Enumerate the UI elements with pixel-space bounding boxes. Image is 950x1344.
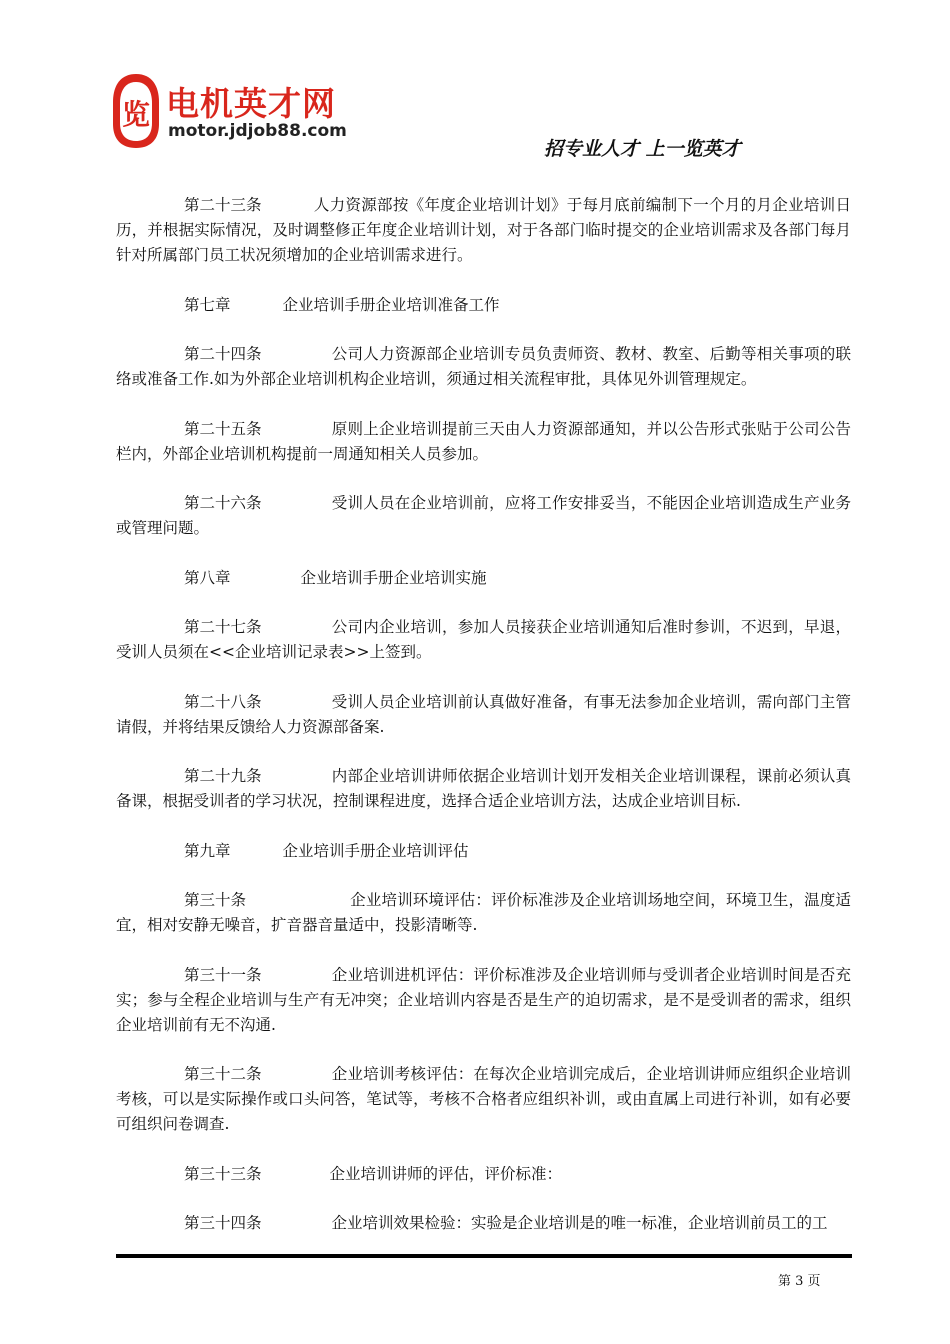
article-text: 企业培训考核评估：在每次企业培训完成后，企业培训讲师应组织企业培训考核，可以是实际操作或口头问答，笔试等，考核不合格者应组织补训，或由直属上司进行补训，如有必要可组织问卷调查. [116,1065,851,1133]
article-label: 第三十一条 [184,965,262,984]
article-paragraph [116,888,851,938]
article-paragraph [116,1062,851,1137]
chapter-title: 企业培训手册企业培训准备工作 [282,295,500,314]
article-label: 第二十九条 [184,767,262,785]
chapter-label: 第九章 [184,841,231,860]
article-paragraph [116,764,851,814]
article-label: 第三十条 [184,891,247,909]
logo-glyph: 览 [121,98,151,131]
article-text: 原则上企业培训提前三天由人力资源部通知，并以公告形式张贴于公司公告栏内，外部企业培训机构提前一周通知相关人员参加。 [116,419,851,463]
article-label: 第二十三条 [184,196,262,214]
article-label: 第三十二条 [184,1065,262,1083]
article-label: 第二十七条 [184,618,262,636]
site-logo[interactable] [110,72,370,152]
document-body [116,193,851,1261]
logo-name: 电机英才网 [166,84,336,123]
article-label: 第三十三条 [184,1164,262,1183]
article-label: 第二十六条 [184,494,262,512]
chapter-title: 企业培训手册企业培训实施 [300,568,487,587]
article-paragraph [116,342,851,392]
article-paragraph [116,1211,851,1236]
article-paragraph [116,417,851,467]
article-text: 企业培训进机评估：评价标准涉及企业培训师与受训者企业培训时间是否充实；参与全程企业培训与生产有无冲突；企业培训内容是否是生产的迫切需求，是不是受训者的需求，组织企业培训前有无不沟通. [116,965,851,1034]
article-text: 公司人力资源部企业培训专员负责师资、教材、教室、后勤等相关事项的联络或准备工作.如为外部企业培训机构企业培训，须通过相关流程审批，具体见外训管理规定。 [116,345,851,388]
article-text: 内部企业培训讲师依据企业培训计划开发相关企业培训课程，课前必须认真备课，根据受训者的学习状况，控制课程进度，选择合适企业培训方法，达成企业培训目标. [116,767,851,810]
chapter-label: 第七章 [184,295,231,314]
chapter-heading [116,566,851,591]
chapter-title: 企业培训手册企业培训评估 [282,841,469,860]
article-text: 受训人员企业培训前认真做好准备，有事无法参加企业培训，需向部门主管请假，并将结果反馈给人力资源部备案. [116,692,851,736]
article-text: 受训人员在企业培训前，应将工作安排妥当，不能因企业培训造成生产业务或管理问题。 [116,494,851,537]
article-text: 公司内企业培训，参加人员接获企业培训通知后准时参训，不迟到，早退，受训人员须在<<企业培训记录表>>上签到。 [116,618,851,661]
article-text: 企业培训环境评估：评价标准涉及企业培训场地空间，环境卫生，温度适宜，相对安静无噪音，扩音器音量适中，投影清晰等. [116,891,851,934]
article-paragraph [116,1162,851,1187]
chapter-heading [116,293,851,318]
header-slogan: 招专业人才 上一览英才 [544,138,741,160]
article-paragraph [116,193,851,268]
article-label: 第二十八条 [184,692,262,711]
article-label: 第二十五条 [184,419,262,438]
footer-rule [116,1254,852,1258]
article-label: 第三十四条 [184,1214,262,1232]
logo-mark-icon [110,72,162,150]
logo-url: motor.jdjob88.com [168,121,347,141]
article-paragraph [116,690,851,740]
article-paragraph [116,491,851,541]
article-text: 人力资源部按《年度企业培训计划》于每月底前编制下一个月的月企业培训日历，并根据实际情况，及时调整修正年度企业培训计划，对于各部门临时提交的企业培训需求及各部门每月针对所属部门员工状况须增加的企业培训需求进行。 [116,196,851,264]
article-paragraph [116,615,851,665]
article-text: 企业培训效果检验：实验是企业培训是的唯一标准，企业培训前员工的工 [331,1214,828,1232]
chapter-label: 第八章 [184,568,231,587]
chapter-heading [116,839,851,864]
article-text: 企业培训讲师的评估，评价标准： [329,1164,563,1183]
article-paragraph [116,963,851,1038]
page-number: 第 3 页 [778,1274,821,1289]
article-label: 第二十四条 [184,345,262,363]
